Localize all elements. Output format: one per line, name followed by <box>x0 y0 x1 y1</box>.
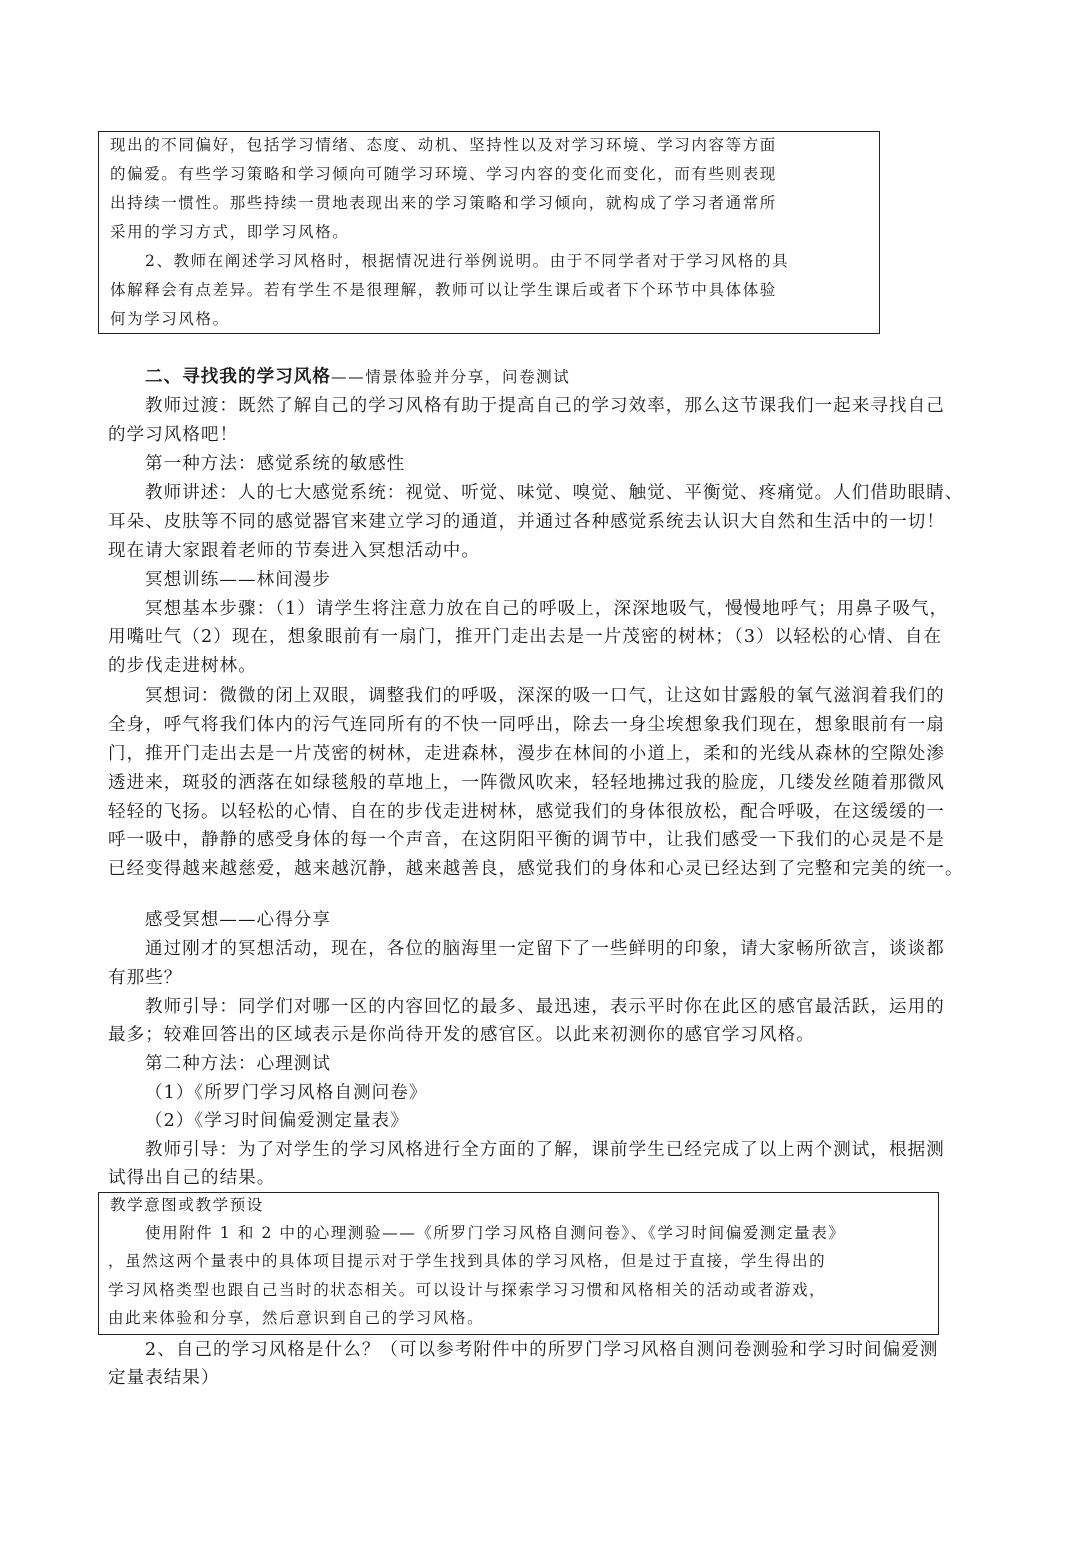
box1-line: 体解释会有点差异。若有学生不是很理解，教师可以让学生课后或者下个环节中具体体验 <box>110 281 777 299</box>
body-line: 轻轻的飞扬。以轻松的心情、自在的步伐走进树林，感觉我们的身体很放松，配合呼吸，在这缓缓的一 <box>108 802 945 822</box>
box1-line: 2、教师在阐述学习风格时，根据情况进行举例说明。由于不同学者对于学习风格的具 <box>145 252 790 270</box>
body-line: 全身，呼气将我们体内的污气连同所有的不快一同呼出，除去一身尘埃想象我们现在，想象眼前有一扇 <box>108 715 945 735</box>
body-line: 教师过渡：既然了解自己的学习风格有助于提高自己的学习效率，那么这节课我们一起来寻找自己 <box>145 396 945 416</box>
body-line: 透进来，斑驳的洒落在如绿毯般的草地上，一阵微风吹来，轻轻地拂过我的脸庞，几缕发丝随着那微风 <box>108 773 945 793</box>
box1-line: 采用的学习方式，即学习风格。 <box>110 223 350 241</box>
body-line: 冥想词：微微的闭上双眼，调整我们的呼吸，深深的吸一口气，让这如甘露般的氧气滋润着我们的 <box>145 686 945 706</box>
body-line: （1）《所罗门学习风格自测问卷》 <box>145 1083 428 1103</box>
body-line: 已经变得越来越慈爱，越来越沉静，越来越善良，感觉我们的身体和心灵已经达到了完整和完美的统一。 <box>108 859 964 879</box>
body-line: 用嘴吐气（2）现在，想象眼前有一扇门，推开门走出去是一片茂密的树林；（3）以轻松的心情、自在 <box>108 627 943 647</box>
body-line: 有那些？ <box>108 968 183 988</box>
body-line: 门，推开门走出去是一片茂密的树林，走进森林，漫步在林间的小道上，柔和的光线从森林的空隙处渗 <box>108 744 945 764</box>
body-line: 教师引导：同学们对哪一区的内容回忆的最多、最迅速，表示平时你在此区的感官最活跃，运用的 <box>145 997 945 1017</box>
body-line: 呼一吸中，静静的感受身体的每一个声音，在这阴阳平衡的调节中，让我们感受一下我们的心灵是不是 <box>108 830 945 850</box>
body-line: 现在请大家跟着老师的节奏进入冥想活动中。 <box>108 541 480 561</box>
body-line: 的步伐走进树林。 <box>108 656 257 676</box>
body-line: 冥想训练——林间漫步 <box>145 570 331 590</box>
box1-line: 何为学习风格。 <box>110 310 230 328</box>
body-line: 耳朵、皮肤等不同的感觉器官来建立学习的通道，并通过各种感觉系统去认识大自然和生活中的一切！ <box>108 512 945 532</box>
body-line: 的学习风格吧！ <box>108 425 239 445</box>
section-heading-bold: 二、寻找我的学习风格 <box>145 367 331 387</box>
box2-line: 学习风格类型也跟自己当时的状态相关。可以设计与探索学习习惯和风格相关的活动或者游戏， <box>108 1281 827 1299</box>
body-line: 冥想基本步骤：（1）请学生将注意力放在自己的呼吸上，深深地吸气，慢慢地呼气；用鼻子吸气， <box>145 599 949 619</box>
section-heading <box>145 369 570 387</box>
body-line: 教师引导：为了对学生的学习风格进行全方面的了解，课前学生已经完成了以上两个测试，根据测 <box>145 1140 945 1160</box>
body-line: 教师讲述：人的七大感觉系统：视觉、听觉、味觉、嗅觉、触觉、平衡觉、疼痛觉。人们借助眼睛、 <box>145 483 964 503</box>
box1-line: 出持续一惯性。那些持续一贯地表现出来的学习策略和学习倾向，就构成了学习者通常所 <box>110 194 777 212</box>
tail-line: 2、自己的学习风格是什么？（可以参考附件中的所罗门学习风格自测问卷测验和学习时间偏爱测 <box>145 1340 939 1360</box>
box2-line: 教学意图或教学预设 <box>110 1196 264 1214</box>
box2-line: ，虽然这两个量表中的具体项目提示对于学生找到具体的学习风格，但是过于直接，学生得出的 <box>108 1252 827 1270</box>
body-line: 通过刚才的冥想活动，现在，各位的脑海里一定留下了一些鲜明的印象，请大家畅所欲言，谈谈都 <box>145 939 945 959</box>
body-line: 最多；较难回答出的区域表示是你尚待开发的感官区。以此来初测你的感官学习风格。 <box>108 1025 815 1045</box>
body-line: 第一种方法：感觉系统的敏感性 <box>145 454 406 474</box>
section-heading-rest: ——情景体验并分享，问卷测试 <box>331 368 571 386</box>
box1-line: 的偏爱。有些学习策略和学习倾向可随学习环境、学习内容的变化而变化，而有些则表现 <box>110 165 777 183</box>
tail-line: 定量表结果） <box>108 1368 220 1388</box>
body-line: 感受冥想——心得分享 <box>145 910 331 930</box>
body-line: 第二种方法：心理测试 <box>145 1054 331 1074</box>
body-line: （2）《学习时间偏爱测定量表》 <box>145 1111 409 1131</box>
box2-line: 由此来体验和分享，然后意识到自己的学习风格。 <box>108 1309 485 1327</box>
body-line: 试得出自己的结果。 <box>108 1168 276 1188</box>
box2-line: 使用附件 1 和 2 中的心理测验——《所罗门学习风格自测问卷》、《学习时间偏爱测定量表》 <box>145 1224 846 1242</box>
box1-line: 现出的不同偏好，包括学习情绪、态度、动机、坚持性以及对学习环境、学习内容等方面 <box>110 136 777 154</box>
